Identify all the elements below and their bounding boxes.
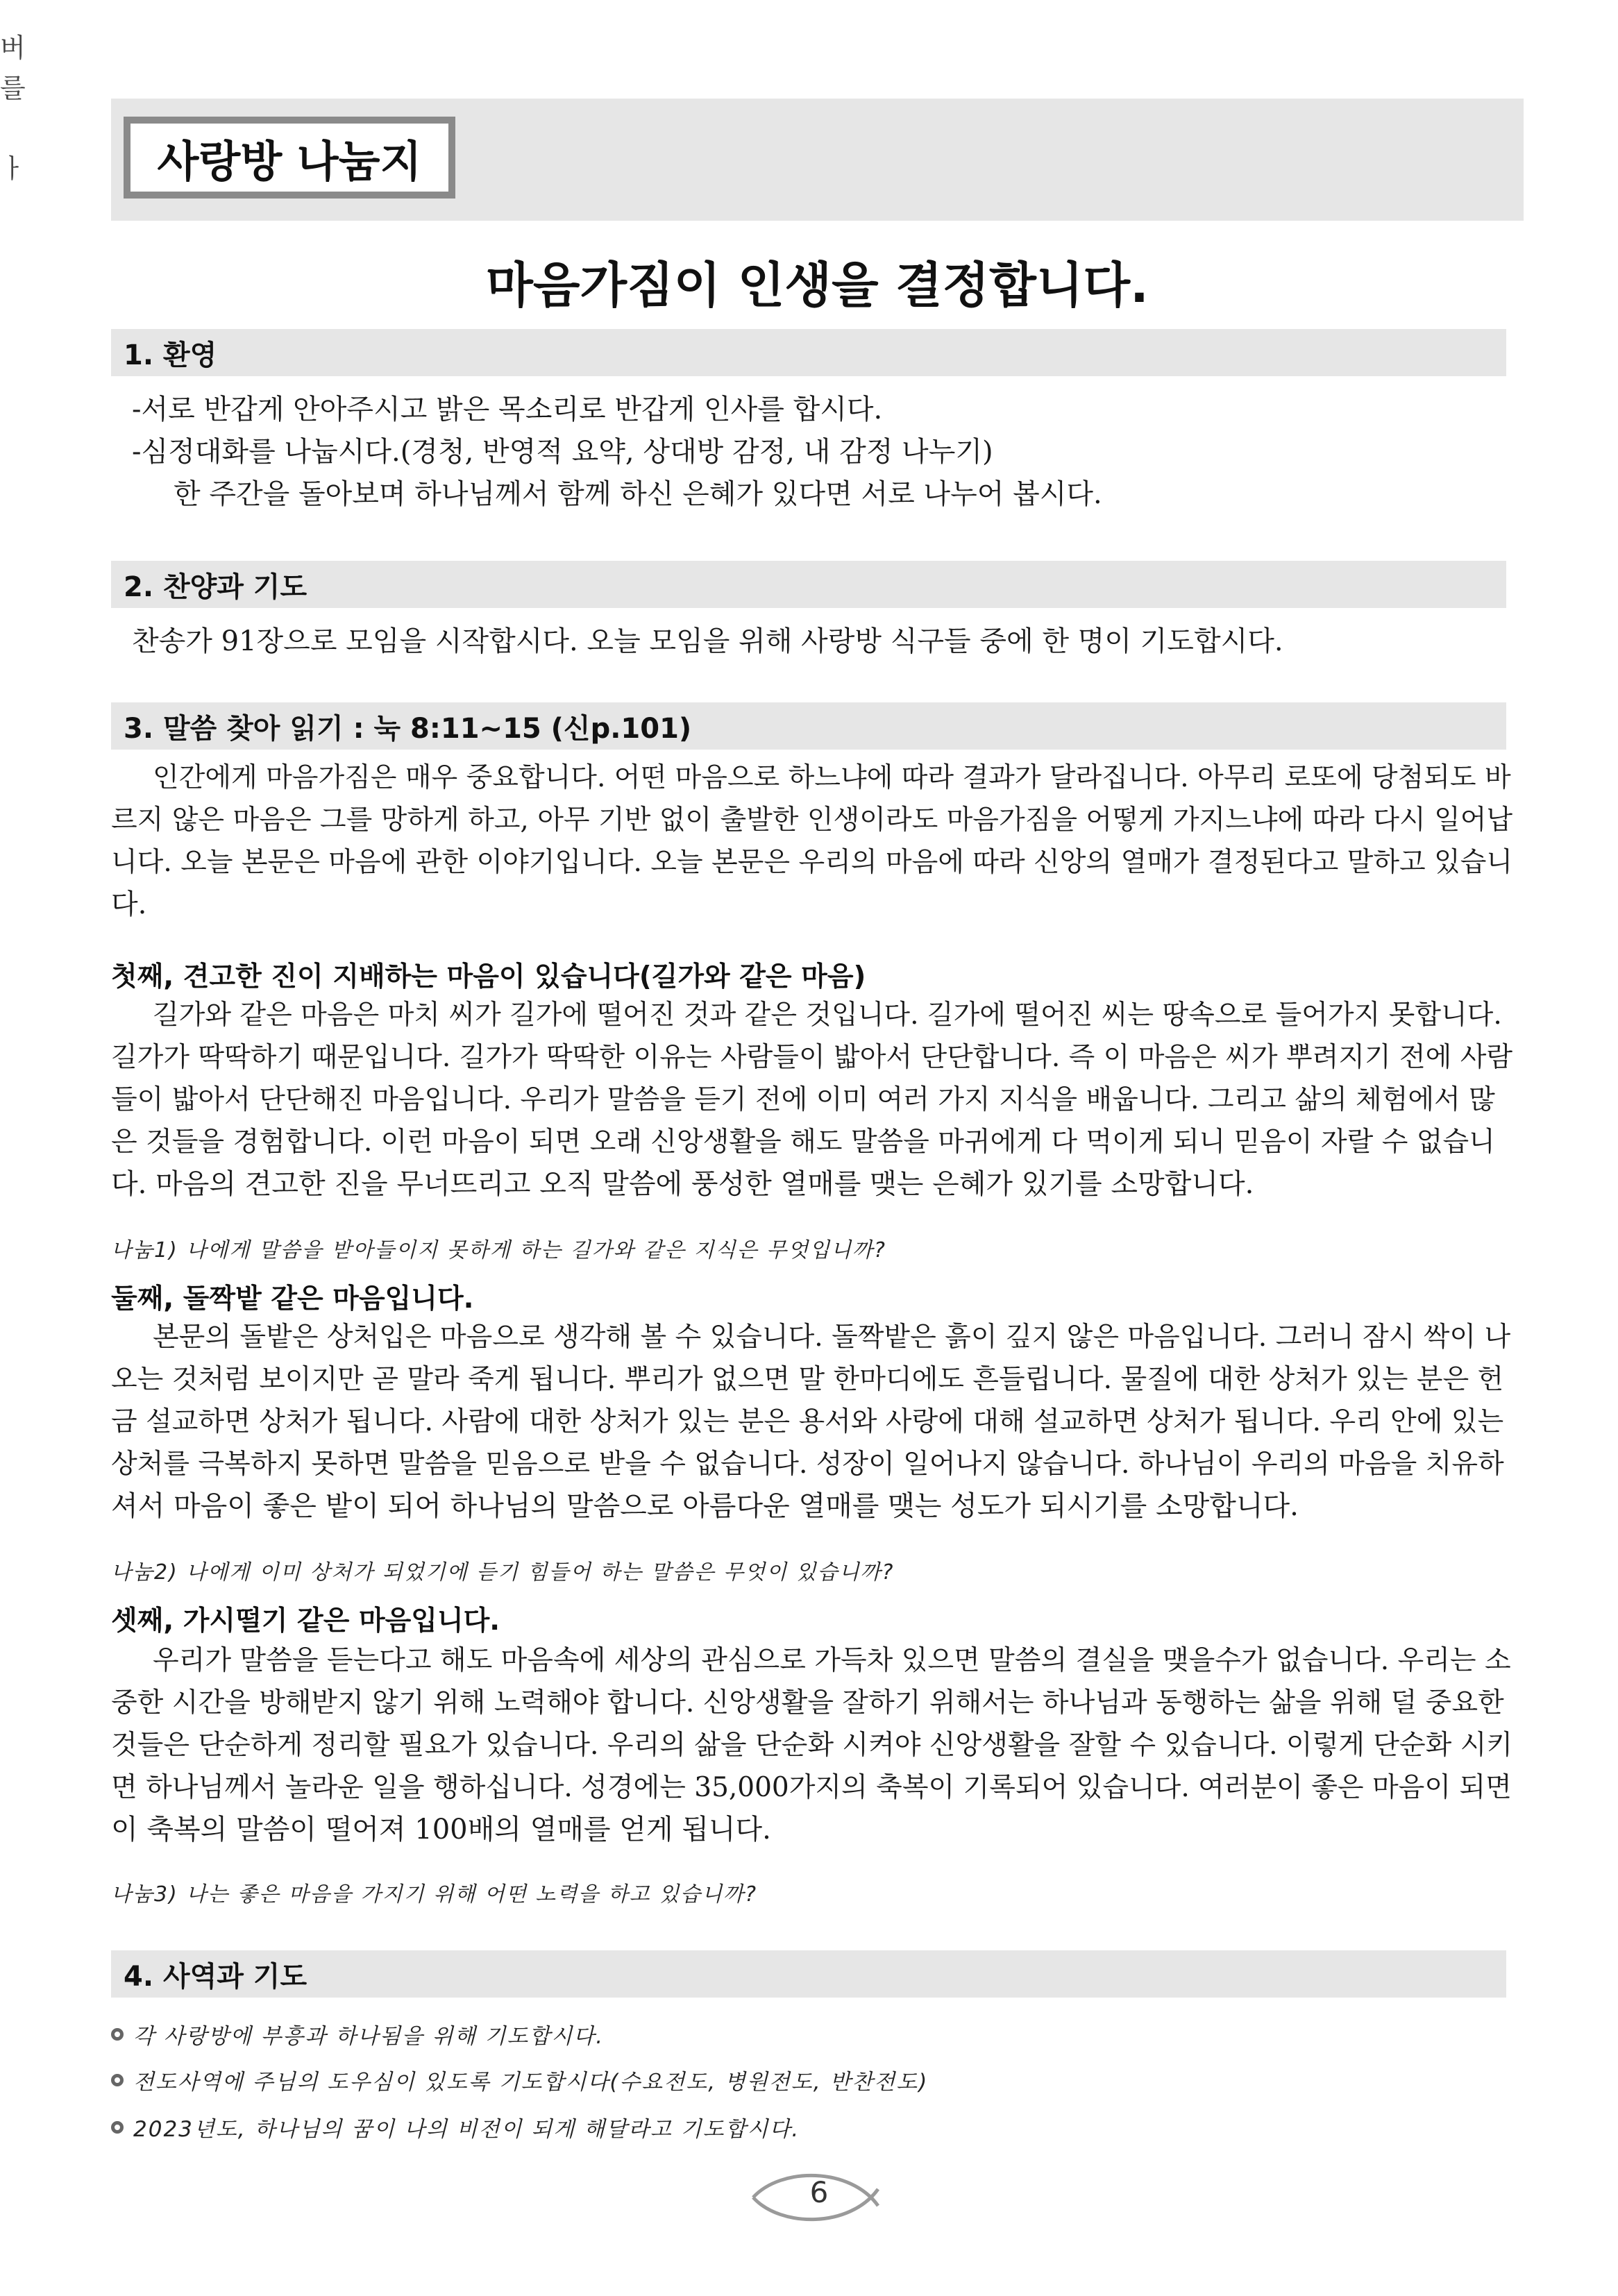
text-line: 이 축복의 말씀이 떨어져 100배의 열매를 얻게 됩니다. — [111, 1814, 771, 1846]
section-heading-scripture: 3. 말씀 찾아 읽기 : 눅 8:11~15 (신p.101) — [111, 702, 1506, 750]
page-title: 마음가짐이 인생을 결정합니다. — [486, 257, 1149, 314]
edge-char: ㅏ — [0, 153, 26, 184]
subheading-third: 셋째, 가시떨기 같은 마음입니다. — [111, 1605, 500, 1637]
prayer-item-text: 2023년도, 하나님의 꿈이 나의 비전이 되게 해달라고 기도합시다. — [133, 2117, 800, 2142]
text-line: 면 하나님께서 놀라운 일을 행하십니다. 성경에는 35,000가지의 축복이 기록되어 있습니다. 여러분이 좋은 마음이 되면 — [111, 1772, 1512, 1803]
edge-char: 를 — [0, 73, 26, 103]
text-line: 니다. 오늘 본문은 마음에 관한 이야기입니다. 오늘 본문은 우리의 마음에 따라 신앙의 열매가 결정된다고 말하고 있습니 — [111, 847, 1513, 878]
question-1: 나눔1) 나에게 말씀을 받아들이지 못하게 하는 길가와 같은 지식은 무엇입니까? — [111, 1238, 886, 1263]
text-line: 한 주간을 돌아보며 하나님께서 함께 하신 은혜가 있다면 서로 나누어 봅시다. — [174, 478, 1102, 510]
question-3: 나눔3) 나는 좋은 마음을 가지기 위해 어떤 노력을 하고 있습니까? — [111, 1882, 758, 1907]
prayer-item — [111, 2111, 1520, 2143]
header-label: 사랑방 나눔지 — [124, 117, 455, 199]
edge-char — [0, 108, 18, 149]
text-line: 중한 시간을 방해받지 않기 위해 노력해야 합니다. 신앙생활을 잘하기 위해서는 하나님과 동행하는 삶을 위해 덜 중요한 — [111, 1687, 1504, 1719]
text-line: 금 설교하면 상처가 됩니다. 사람에 대한 상처가 있는 분은 용서와 사랑에 대해 설교하면 상처가 됩니다. 우리 안에 있는 — [111, 1406, 1504, 1437]
circle-bullet-icon — [111, 2074, 124, 2086]
prayer-item — [111, 2018, 1520, 2050]
text-line: 상처를 극복하지 못하면 말씀을 믿음으로 받을 수 없습니다. 성장이 일어나지 않습니다. 하나님이 우리의 마음을 치유하 — [111, 1449, 1504, 1480]
text-line: 르지 않은 마음은 그를 망하게 하고, 아무 기반 없이 출발한 인생이라도 마음가짐을 어떻게 가지느냐에 따라 다시 일어납 — [111, 804, 1513, 836]
text-line: 길가가 딱딱하기 때문입니다. 길가가 딱딱한 이유는 사람들이 밟아서 단단합니다. 즉 이 마음은 씨가 뿌려지기 전에 사람 — [111, 1042, 1513, 1073]
text-line: -심정대화를 나눕시다.(경청, 반영적 요약, 상대방 감정, 내 감정 나누기) — [132, 436, 993, 468]
subheading-second: 둘째, 돌짝밭 같은 마음입니다. — [111, 1283, 474, 1315]
circle-bullet-icon — [111, 2028, 124, 2041]
text-line: 인간에게 마음가짐은 매우 중요합니다. 어떤 마음으로 하느냐에 따라 결과가 달라집니다. 아무리 로또에 당첨되도 바 — [153, 762, 1511, 793]
text-line: 다. — [111, 888, 147, 920]
text-line: 다. 마음의 견고한 진을 무너뜨리고 오직 말씀에 풍성한 열매를 맺는 은혜가 있기를 소망합니다. — [111, 1168, 1254, 1200]
text-line: 것들은 단순하게 정리할 필요가 있습니다. 우리의 삶을 단순화 시켜야 신앙생활을 잘할 수 있습니다. 이렇게 단순화 시키 — [111, 1730, 1513, 1761]
text-line: 은 것들을 경험합니다. 이런 마음이 되면 오래 신앙생활을 해도 말씀을 마귀에게 다 먹이게 되니 믿음이 자랄 수 없습니 — [111, 1126, 1495, 1158]
section-heading-praise: 2. 찬양과 기도 — [111, 561, 1506, 608]
page-number: 6 — [809, 2175, 829, 2209]
section-heading-welcome: 1. 환영 — [111, 329, 1506, 376]
section-heading-ministry: 4. 사역과 기도 — [111, 1950, 1506, 1998]
subheading-first: 첫째, 견고한 진이 지배하는 마음이 있습니다(길가와 같은 마음) — [111, 961, 866, 993]
section-welcome-body — [111, 389, 1520, 516]
text-line: 들이 밟아서 단단해진 마음입니다. 우리가 말씀을 듣기 전에 이미 여러 가지 지식을 배웁니다. 그리고 삶의 체험에서 많 — [111, 1084, 1495, 1115]
text-line: 우리가 말씀을 듣는다고 해도 마음속에 세상의 관심으로 가득차 있으면 말씀의 결실을 맺을수가 없습니다. 우리는 소 — [153, 1645, 1511, 1676]
edge-char: 버 — [0, 33, 26, 63]
question-2: 나눔2) 나에게 이미 상처가 되었기에 듣기 힘들어 하는 말씀은 무엇이 있습니까? — [111, 1560, 895, 1585]
section-praise-body — [111, 621, 1520, 663]
text-line: 찬송가 91장으로 모임을 시작합시다. 오늘 모임을 위해 사랑방 식구들 중에 한 명이 기도합시다. — [132, 625, 1283, 657]
prayer-item — [111, 2064, 1520, 2095]
text-line: 셔서 마음이 좋은 밭이 되어 하나님의 말씀으로 아름다운 열매를 맺는 성도가 되시기를 소망합니다. — [111, 1490, 1299, 1522]
circle-bullet-icon — [111, 2121, 124, 2134]
text-line: 길가와 같은 마음은 마치 씨가 길가에 떨어진 것과 같은 것입니다. 길가에 떨어진 씨는 땅속으로 들어가지 못합니다. — [153, 999, 1502, 1031]
text-line: 본문의 돌밭은 상처입은 마음으로 생각해 볼 수 있습니다. 돌짝밭은 흙이 깊지 않은 마음입니다. 그러니 잠시 싹이 나 — [153, 1322, 1511, 1353]
prayer-item-text: 전도사역에 주님의 도우심이 있도록 기도합시다(수요전도, 병원전도, 반찬전도) — [133, 2070, 929, 2095]
second-body — [111, 1316, 1520, 1528]
left-edge-text — [0, 28, 26, 189]
first-body — [111, 994, 1520, 1206]
text-line: 오는 것처럼 보이지만 곧 말라 죽게 됩니다. 뿌리가 없으면 말 한마디에도 흔들립니다. 물질에 대한 상처가 있는 분은 헌 — [111, 1364, 1504, 1395]
scripture-intro — [111, 757, 1520, 926]
third-body — [111, 1639, 1520, 1851]
prayer-item-text: 각 사랑방에 부흥과 하나됨을 위해 기도합시다. — [133, 2024, 605, 2049]
text-line: -서로 반갑게 안아주시고 밝은 목소리로 반갑게 인사를 합시다. — [132, 394, 883, 425]
